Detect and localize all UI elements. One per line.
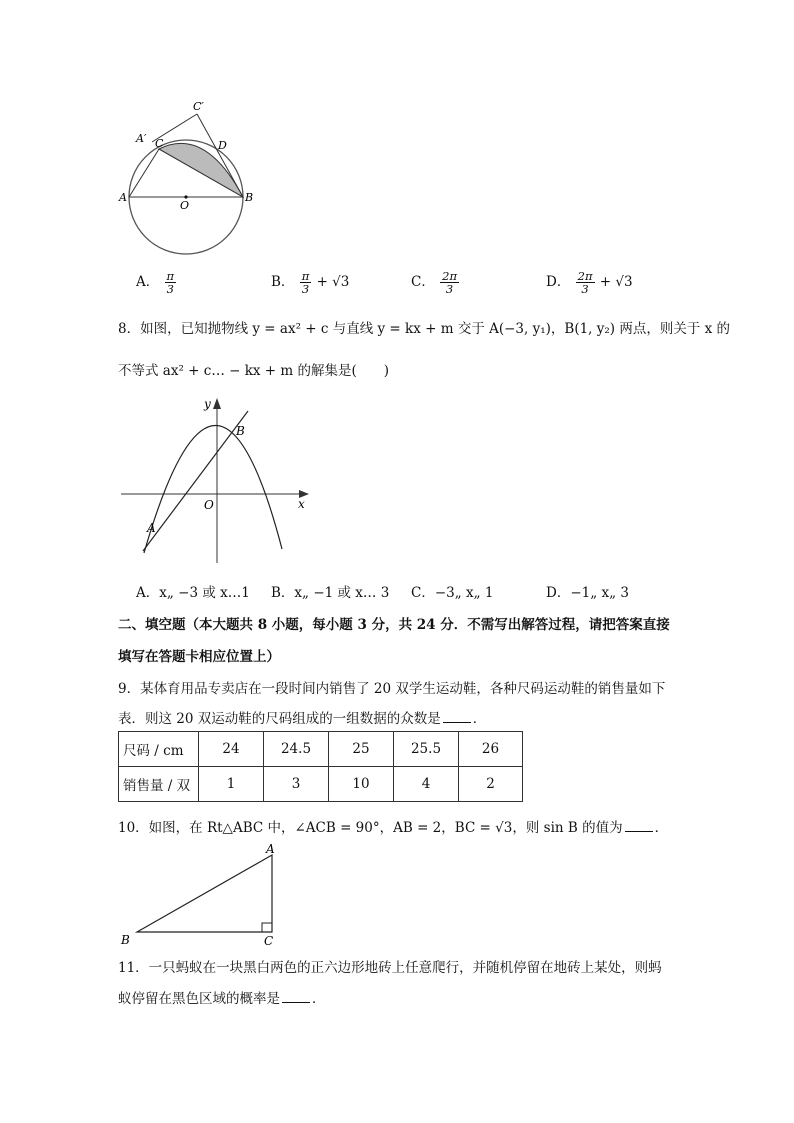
section2-line2: 填写在答题卡相应位置上） (118, 649, 280, 665)
label-a: A (266, 842, 275, 856)
q9-size-table (118, 731, 523, 802)
label-b: B (121, 933, 130, 947)
table-cell: 24.5 (264, 732, 329, 767)
table-cell: 26 (459, 732, 523, 767)
table-row-label: 销售量 / 双 (119, 767, 199, 802)
table-row (119, 732, 523, 767)
q11-line1: 11．一只蚂蚁在一块黑白两色的正六边形地砖上任意爬行，并随机停留在地砖上某处，则蚂 (118, 960, 662, 976)
label-x: x (298, 497, 305, 511)
label-a-prime: A′ (136, 132, 147, 145)
label-d: D (218, 139, 227, 152)
label-c-prime: C′ (193, 100, 204, 113)
table-cell: 2 (459, 767, 523, 802)
q8-graph-figure (115, 393, 315, 571)
label-a: A (147, 521, 156, 535)
q8-option-b: B．x„ −1 或 x… 3 (271, 585, 390, 601)
q8-option-d: D．−1„ x„ 3 (546, 585, 629, 601)
table-cell: 10 (329, 767, 394, 802)
q8-option-c: C．−3„ x„ 1 (411, 585, 494, 601)
q8-option-a: A．x„ −3 或 x…1 (136, 585, 250, 601)
label-o: O (204, 498, 214, 512)
label-b: B (245, 191, 254, 204)
table-cell: 4 (394, 767, 459, 802)
answer-blank (282, 990, 310, 1003)
table-cell: 24 (199, 732, 264, 767)
q9-line2: 表．则这 20 双运动鞋的尺码组成的一组数据的众数是 ． (118, 711, 487, 727)
answer-blank (625, 819, 653, 832)
q7-option-b: B． $\frac{\pi}{3}$ + √3 (271, 269, 350, 297)
table-cell: 25.5 (394, 732, 459, 767)
line-ab (143, 411, 248, 551)
q9-line1: 9．某体育用品专卖店在一段时间内销售了 20 双学生运动鞋，各种尺码运动鞋的销售量如下 (118, 681, 666, 697)
label-c: C (155, 137, 164, 150)
table-row (119, 767, 523, 802)
q7-option-a: A． $\frac{\pi}{3}$ (136, 269, 175, 297)
q7-circle-figure (110, 98, 270, 258)
segment-ac (129, 149, 159, 197)
q10-triangle-figure (115, 840, 290, 950)
label-o: O (180, 199, 190, 212)
q7-option-d: D． $\frac{2\pi}{3}$ + √3 (546, 269, 633, 297)
right-angle-mark (262, 923, 272, 932)
section2-line1: 二、填空题（本大题共 8 小题，每小题 3 分，共 24 分．不需写出解答过程，请把答案直接 (118, 617, 670, 633)
label-b: B (236, 424, 245, 438)
parabola (144, 425, 282, 553)
y-axis-arrow (213, 398, 221, 409)
table-cell: 1 (199, 767, 264, 802)
label-a: A (119, 191, 127, 204)
answer-blank (443, 710, 471, 723)
table-cell: 3 (264, 767, 329, 802)
q10-line: 10．如图，在 Rt△ABC 中，∠ACB = 90°，AB = 2，BC = √3，则 sin B 的值为 ． (118, 820, 669, 836)
triangle-abc (137, 855, 272, 932)
label-y: y (204, 397, 211, 411)
table-header-label: 尺码 / cm (119, 732, 199, 767)
table-cell: 25 (329, 732, 394, 767)
q7-option-c: C． $\frac{2\pi}{3}$ (411, 269, 458, 297)
q8-line1: 8．如图，已知抛物线 y = ax² + c 与直线 y = kx + m 交于 A(−3, y₁)，B(1, y₂) 两点，则关于 x 的 (118, 321, 731, 337)
label-c: C (264, 934, 274, 948)
shaded-segment (159, 143, 243, 197)
q8-line2: 不等式 ax² + c… − kx + m 的解集是( ) (118, 363, 390, 379)
q11-line2: 蚁停留在黑色区域的概率是 ． (118, 991, 326, 1007)
